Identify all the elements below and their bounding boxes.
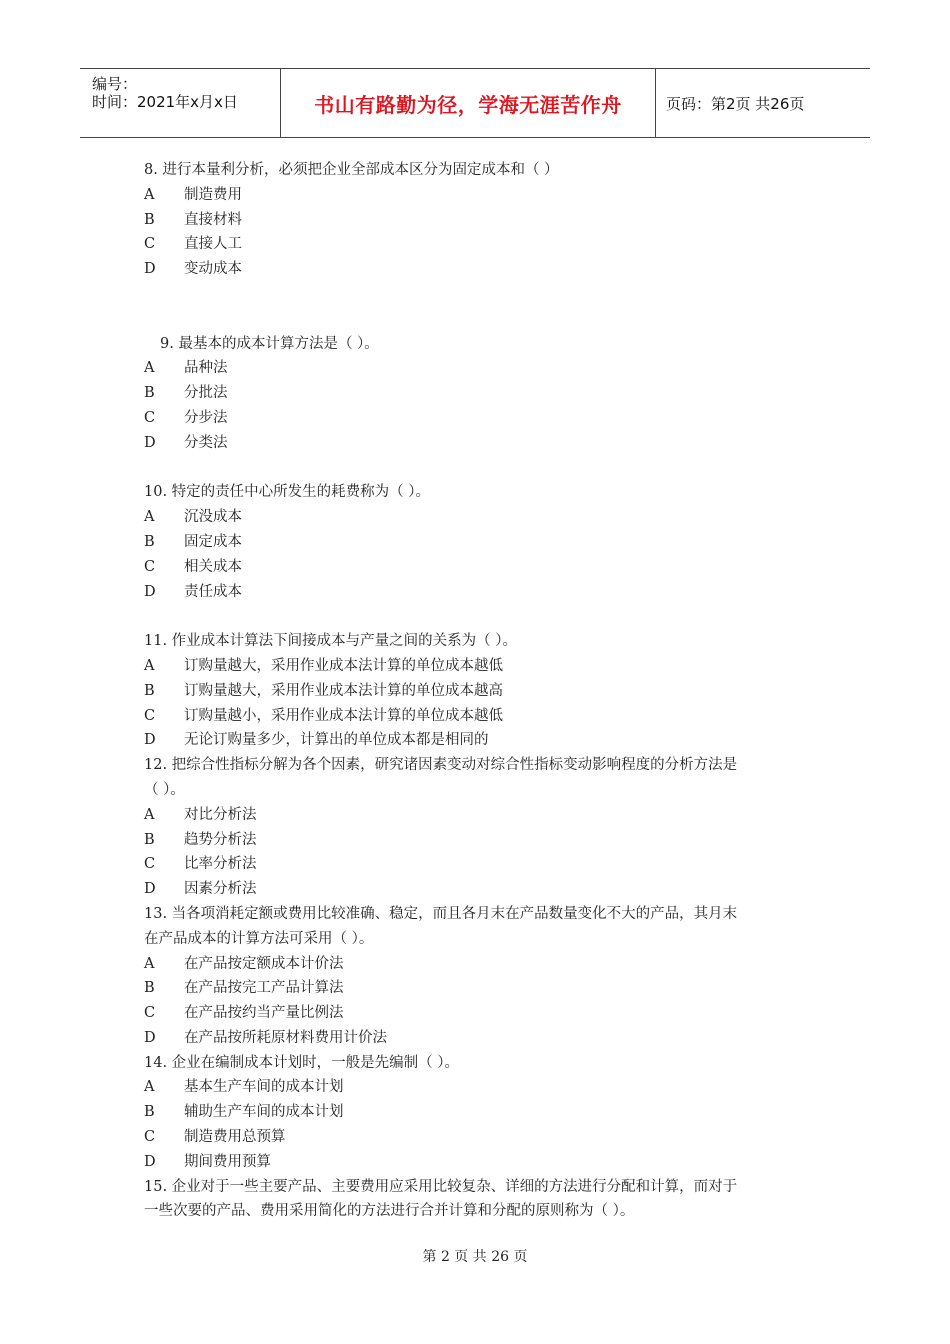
option-text: 基本生产车间的成本计划 [184,1079,344,1096]
option-text: 分批法 [184,385,228,402]
option-letter: B [144,1104,155,1121]
question-9 [144,332,814,456]
option-letter: A [144,657,155,674]
option-b [144,1100,814,1125]
option-c [144,406,814,431]
page-header [80,68,870,138]
option-letter: D [144,434,156,451]
option-text: 订购量越小，采用作业成本法计算的单位成本越低 [184,707,503,724]
question-14 [144,1051,814,1175]
option-letter: A [144,955,155,972]
option-c [144,1125,814,1150]
option-a [144,1075,814,1100]
question-text: 13. 当各项消耗定额或费用比较准确、稳定，而且各月末在产品数量变化不大的产品，其月末 [144,905,738,922]
option-d [144,877,814,902]
option-text: 直接材料 [184,211,242,228]
question-11 [144,629,814,753]
option-a [144,952,814,977]
option-a [144,356,814,381]
option-a [144,183,814,208]
option-d [144,728,814,753]
option-text: 在产品按约当产量比例法 [184,1005,344,1022]
option-d [144,1026,814,1051]
option-b [144,208,814,233]
page-footer: 第 2 页 共 26 页 [422,1249,528,1265]
time-label: 时间：2021年x月x日 [92,93,238,111]
option-letter: B [144,831,155,848]
option-letter: D [144,583,156,600]
option-letter: B [144,682,155,699]
spacer [144,282,814,332]
option-letter: D [144,1153,156,1170]
option-text: 对比分析法 [184,806,257,823]
option-letter: D [144,732,156,749]
option-d [144,580,814,605]
option-d [144,1150,814,1175]
option-text: 变动成本 [184,261,242,278]
question-text: 15. 企业对于一些主要产品、主要费用应采用比较复杂、详细的方法进行分配和计算，而对于 [144,1178,738,1195]
option-letter: B [144,211,155,228]
motto: 书山有路勤为径，学海无涯苦作舟 [314,92,622,117]
option-text: 订购量越大，采用作业成本法计算的单位成本越低 [184,657,503,674]
option-text: 期间费用预算 [184,1153,271,1170]
option-letter: B [144,385,155,402]
header-page-cell [656,69,870,137]
option-letter: C [144,1129,156,1146]
option-letter: B [144,980,155,997]
option-c [144,555,814,580]
question-10 [144,480,814,604]
header-meta [80,69,280,137]
option-text: 订购量越大，采用作业成本法计算的单位成本越高 [184,682,503,699]
question-text-cont: （ ）。 [144,781,185,798]
option-letter: D [144,1029,156,1046]
option-letter: B [144,533,155,550]
option-b [144,530,814,555]
option-letter: C [144,1005,156,1022]
number-label: 编号： [92,75,138,93]
option-a [144,654,814,679]
option-letter: C [144,409,156,426]
option-letter: C [144,558,156,575]
option-letter: C [144,856,156,873]
question-text: 8. 进行本量利分析，必须把企业全部成本区分为固定成本和（ ） [144,162,559,178]
option-b [144,828,814,853]
option-a [144,505,814,530]
option-letter: D [144,261,156,278]
option-text: 制造费用总预算 [184,1129,286,1146]
option-text: 相关成本 [184,558,242,575]
option-b [144,976,814,1001]
spacer [144,604,814,629]
option-letter: C [144,707,156,724]
option-letter: A [144,360,155,377]
option-text: 责任成本 [184,583,242,600]
option-b [144,679,814,704]
option-c [144,704,814,729]
question-text: 9. 最基本的成本计算方法是（ ）。 [160,335,379,352]
option-text: 比率分析法 [184,856,257,873]
question-list [144,158,814,1224]
option-text: 固定成本 [184,533,242,550]
question-text: 10. 特定的责任中心所发生的耗费称为（ ）。 [144,484,431,501]
option-letter: A [144,509,155,526]
option-text: 辅助生产车间的成本计划 [184,1104,344,1121]
option-letter: C [144,236,156,253]
option-letter: A [144,806,155,823]
option-text: 制造费用 [184,186,242,203]
option-text: 沉没成本 [184,509,242,526]
option-letter: A [144,186,155,203]
spacer [144,456,814,481]
option-text: 无论订购量多少，计算出的单位成本都是相同的 [184,732,489,749]
option-b [144,381,814,406]
question-text: 11. 作业成本计算法下间接成本与产量之间的关系为（ ）。 [144,633,518,650]
page-indicator: 页码：第2页 共26页 [666,94,805,113]
option-text: 分类法 [184,434,228,451]
question-text: 14. 企业在编制成本计划时，一般是先编制（ ）。 [144,1054,460,1071]
option-letter: A [144,1079,155,1096]
option-d [144,431,814,456]
header-motto-cell [280,69,656,137]
option-c [144,1001,814,1026]
question-8 [144,158,814,282]
question-text: 12. 把综合性指标分解为各个因素，研究诸因素变动对综合性指标变动影响程度的分析方法是 [144,757,738,774]
option-text: 分步法 [184,409,228,426]
question-15 [144,1175,814,1225]
option-text: 趋势分析法 [184,831,257,848]
option-d [144,257,814,282]
option-text: 在产品按完工产品计算法 [184,980,344,997]
option-c [144,852,814,877]
question-13 [144,902,814,1051]
option-c [144,232,814,257]
option-text: 在产品按定额成本计价法 [184,955,344,972]
question-text-cont: 在产品成本的计算方法可采用（ ）。 [144,930,374,947]
option-letter: D [144,881,156,898]
option-text: 在产品按所耗原材料费用计价法 [184,1029,387,1046]
option-a [144,803,814,828]
option-text: 品种法 [184,360,228,377]
option-text: 因素分析法 [184,881,257,898]
option-text: 直接人工 [184,236,242,253]
question-12 [144,753,814,902]
question-text-cont: 一些次要的产品、费用采用简化的方法进行合并计算和分配的原则称为（ ）。 [144,1203,635,1220]
